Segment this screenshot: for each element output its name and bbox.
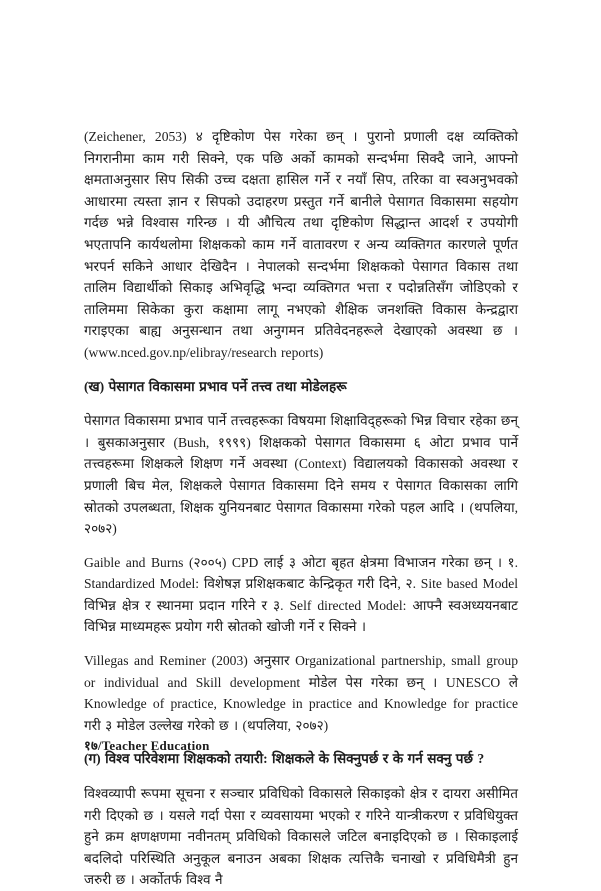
section-heading-ga-teacher-preparation: (ग) विश्व परिवेशमा शिक्षकको तयारी: शिक्षकले के सिक्नुपर्छ र के गर्न सक्नु पर्छ ? (84, 751, 485, 767)
page-footer (84, 736, 210, 754)
footer-page-number: १७/ (84, 738, 102, 753)
paragraph-gaible-burns-cpd-models: Gaible and Burns (२००५) CPD लाई ३ ओटा बृहत क्षेत्रमा विभाजन गरेका छन् । १. Standardized Model: विशेषज्ञ प्रशिक्षकबाट केन्द्रिकृत गरी दिने, २. Site based Model विभिन्न क्षेत्र र स्थानमा प्रदान गरिने र ३. Self directed Model: आफ्नै स्वअध्ययनबाट विभिन्न माध्यमहरू प्रयोग गरी स्रोतको खोजी गर्ने र सिक्ने । (84, 554, 518, 635)
paragraph-villegas-reminer-unesco-models: Villegas and Reminer (2003) अनुसार Organizational partnership, small group or individual and Skill development मोडेल पेस गरेका छन् । UNESCO ले Knowledge of practice, Knowledge in practice and Knowledge for practice गरी ३ मोडेल उल्लेख गरेको छ । (थपलिया, २०७२) (84, 653, 518, 733)
paragraph-influencing-factors: पेसागत विकासमा प्रभाव पार्ने तत्त्वहरूका विषयमा शिक्षाविद्हरूको भिन्न विचार रहेका छन् । बुसकाअनुसार (Bush, १९९९) शिक्षकको पेसागत विकासमा ६ ओटा प्रभाव पार्ने तत्त्वहरूमा शिक्षकले शिक्षण गर्ने अवस्था (Context) विद्यालयको विकासको अवस्था र प्रणाली बिच मेल, शिक्षकले पेसागत विकासमा दिने समय र पेसागत विकासका लागि स्रोतको उपलब्धता, शिक्षक युनियनबाट पेसागत विकासमा गरेको पहल आदि । (थपलिया, २०७२) (84, 413, 518, 537)
paragraph-global-context-ict: विश्वव्यापी रूपमा सूचना र सञ्चार प्रविधिको विकासले सिकाइको क्षेत्र र दायरा असीमित गरी दिएको छ । यसले गर्दा पेसा र व्यवसायमा भएको र गरिने यान्त्रीकरण र प्रविधियुक्त हुने क्रम क्षणक्षणमा नवीनतम् प्रविधिको विकासले जटिल बनाइदिएको छ । सिकाइलाई बदलिदो परिस्थिति अनुकूल बनाउन अबका शिक्षक त्यत्तिकै चनाखो र प्रविधिमैत्री हुन जरुरी छ । अर्कोतर्फ विश्व नै (84, 786, 518, 888)
paragraph-professional-development-approaches: (Zeichener, 2053) ४ दृष्टिकोण पेस गरेका छन् । पुरानो प्रणाली दक्ष व्यक्तिको निगरानीमा काम गरी सिक्ने, एक पछि अर्को कामको सन्दर्भमा सिक्दै जाने, आफ्नो क्षमताअनुसार सिप सिकी उच्च दक्षता हासिल गर्ने र नयाँ सिप, तरिका वा स्वअनुभवको आधारमा त्यस्ता ज्ञान र सिपको उदाहरण प्रस्तुत गर्ने बानीले पेसागत विकासमा सहयोग गर्दछ भन्ने विश्वास गरिन्छ । यी औचित्य तथा दृष्टिकोण सिद्धान्त आदर्श र उपयोगी भएतापनि कार्यथलोमा शिक्षकको काम गर्ने वातावरण र अन्य व्यक्तिगत कारणले पूर्णत भरपर्न सकिने आधार देखिदैन । नेपालको सन्दर्भमा शिक्षकको पेसागत विकास तथा तालिम विद्यार्थीको सिकाइ अभिवृद्धि भन्दा व्यक्तिगत भत्ता र पदोन्नतिसँग जोडिएको र तालिममा सिकेका कुरा कक्षामा लागू नभएको शैक्षिक जनशक्ति विकास केन्द्रद्वारा गराइएका बाह्य अनुसन्धान तथा अनुगमन प्रतिवेदनहरूले देखाएको अवस्था छ । (www.nced.gov.np/elibray/research reports) (84, 129, 518, 360)
footer-journal-title: Teacher Education (101, 738, 210, 753)
section-heading-kha-factors-models: (ख) पेसागत विकासमा प्रभाव पर्ने तत्त्व तथा मोडेलहरू (84, 378, 347, 394)
